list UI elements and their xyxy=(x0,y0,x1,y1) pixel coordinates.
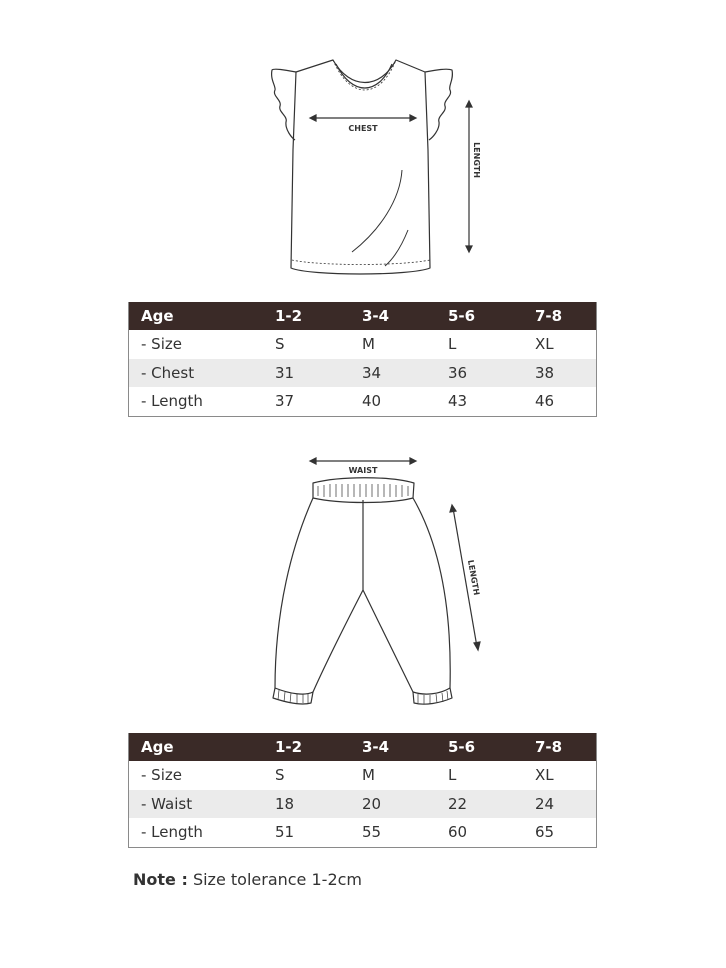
table-cell: 51 xyxy=(275,823,295,842)
table-cell: M xyxy=(362,766,375,785)
table-cell: 40 xyxy=(362,392,382,411)
row-label: - Chest xyxy=(141,363,195,382)
table-row xyxy=(129,330,596,359)
note-text: Size tolerance 1-2cm xyxy=(192,870,362,889)
header-age-5-6: 5-6 xyxy=(448,738,476,756)
header-age-1-2: 1-2 xyxy=(275,307,303,325)
header-age: Age xyxy=(141,738,174,756)
table-cell: S xyxy=(275,335,285,354)
table-cell: 34 xyxy=(362,363,382,382)
table-cell: 65 xyxy=(535,823,555,842)
table-cell: M xyxy=(362,335,375,354)
table-cell: 55 xyxy=(362,823,382,842)
table-cell: 20 xyxy=(362,794,382,813)
row-label: - Length xyxy=(141,823,203,842)
top-garment-illustration xyxy=(0,0,726,300)
table-cell: XL xyxy=(535,335,554,354)
row-label: - Length xyxy=(141,392,203,411)
table-cell: 36 xyxy=(448,363,468,382)
table-cell: 31 xyxy=(275,363,295,382)
table-cell: L xyxy=(448,335,457,354)
table-cell: 22 xyxy=(448,794,468,813)
bottom-length-label: LENGTH xyxy=(465,559,482,596)
top-length-label: LENGTH xyxy=(472,142,481,178)
note-label: Note : xyxy=(133,870,188,889)
table-cell: 60 xyxy=(448,823,468,842)
top-size-table xyxy=(128,302,597,417)
row-label: - Size xyxy=(141,335,182,354)
table-row xyxy=(129,790,596,819)
table-row xyxy=(129,387,596,416)
waist-label: WAIST xyxy=(348,466,378,475)
size-note xyxy=(133,870,362,889)
table-cell: 18 xyxy=(275,794,295,813)
header-age-3-4: 3-4 xyxy=(362,307,390,325)
row-label: - Waist xyxy=(141,794,193,813)
header-age-7-8: 7-8 xyxy=(535,307,563,325)
header-age: Age xyxy=(141,307,174,325)
table-row xyxy=(129,818,596,847)
row-label: - Size xyxy=(141,766,182,785)
table-cell: 37 xyxy=(275,392,295,411)
bottom-garment-illustration xyxy=(0,450,726,720)
table-cell: 24 xyxy=(535,794,555,813)
table-row xyxy=(129,761,596,790)
table-cell: XL xyxy=(535,766,554,785)
header-age-1-2: 1-2 xyxy=(275,738,303,756)
table-cell: 38 xyxy=(535,363,555,382)
bottom-size-table xyxy=(128,733,597,848)
table-cell: L xyxy=(448,766,457,785)
table-cell: 43 xyxy=(448,392,468,411)
chest-label: CHEST xyxy=(348,124,378,133)
table-row xyxy=(129,359,596,388)
header-age-5-6: 5-6 xyxy=(448,307,476,325)
header-age-3-4: 3-4 xyxy=(362,738,390,756)
table-cell: 46 xyxy=(535,392,555,411)
header-age-7-8: 7-8 xyxy=(535,738,563,756)
table-cell: S xyxy=(275,766,285,785)
table-header-row xyxy=(129,733,596,761)
table-header-row xyxy=(129,302,596,330)
